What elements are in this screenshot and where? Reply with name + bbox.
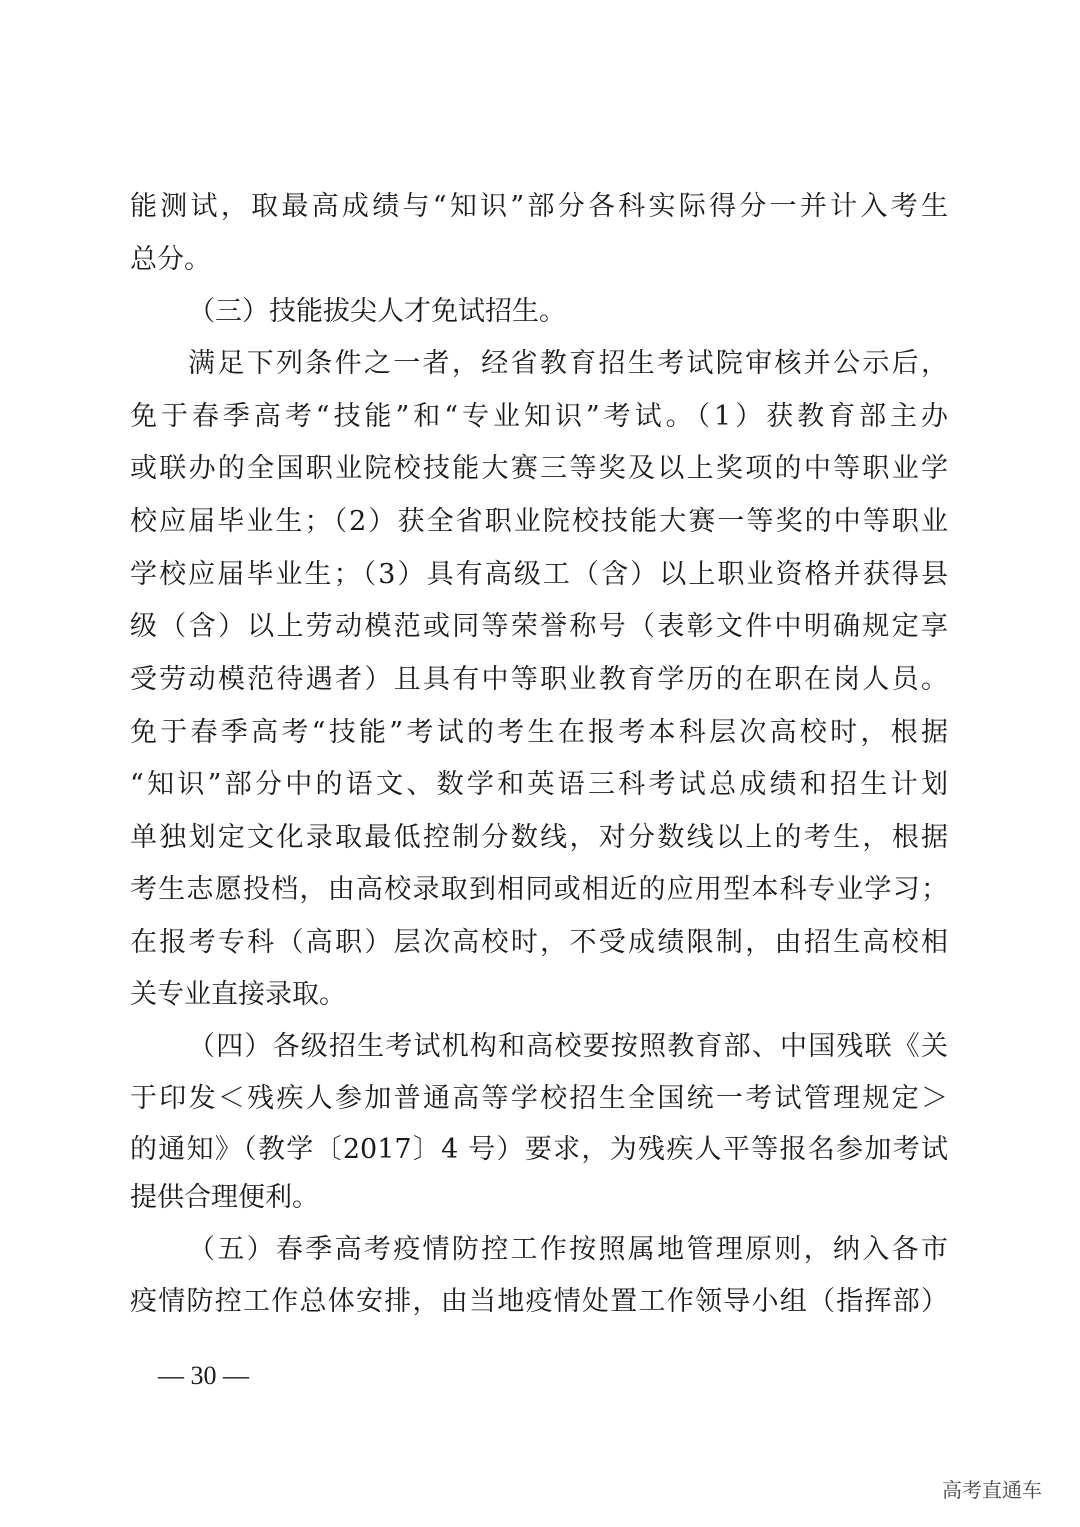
text-line: 或联办的全国职业院校技能大赛三等奖及以上奖项的中等职业学 bbox=[130, 453, 948, 484]
text-line: 的通知》（教学〔2017〕4 号）要求，为残疾人平等报名参加考试 bbox=[130, 1134, 948, 1165]
text-line: 关专业直接录取。 bbox=[130, 979, 346, 1010]
text-line: 受劳动模范待遇者）且具有中等职业教育学历的在职在岗人员。 bbox=[130, 664, 948, 695]
page-number: — 30 — bbox=[158, 1361, 249, 1390]
text-line: 级（含）以上劳动模范或同等荣誉称号（表彰文件中明确规定享 bbox=[130, 611, 948, 642]
text-line: 校应届毕业生；（2）获全省职业院校技能大赛一等奖的中等职业 bbox=[130, 506, 948, 537]
section-heading: （三）技能拔尖人才免试招生。 bbox=[188, 296, 566, 327]
text-line: 能测试，取最高成绩与“知识”部分各科实际得分一并计入考生 bbox=[130, 191, 948, 222]
text-line: 在报考专科（高职）层次高校时，不受成绩限制，由招生高校相 bbox=[130, 927, 948, 958]
section-heading: （五）春季高考疫情防控工作按照属地管理原则，纳入各市 bbox=[188, 1234, 948, 1265]
text-line: 于印发＜残疾人参加普通高等学校招生全国统一考试管理规定＞ bbox=[130, 1083, 948, 1114]
text-line: 学校应届毕业生；（3）具有高级工（含）以上职业资格并获得县 bbox=[130, 559, 948, 590]
text-line: 疫情防控工作总体安排，由当地疫情处置工作领导小组（指挥部） bbox=[130, 1286, 948, 1317]
text-line: 总分。 bbox=[130, 244, 211, 275]
text-line: “知识”部分中的语文、数学和英语三科考试总成绩和招生计划 bbox=[130, 769, 948, 800]
text-line: 满足下列条件之一者，经省教育招生考试院审核并公示后， bbox=[188, 348, 948, 379]
text-line: 考生志愿投档，由高校录取到相同或相近的应用型本科专业学习； bbox=[130, 874, 948, 905]
section-heading: （四）各级招生考试机构和高校要按照教育部、中国残联《关 bbox=[188, 1031, 948, 1062]
text-line: 免于春季高考“技能”考试的考生在报考本科层次高校时，根据 bbox=[130, 717, 948, 748]
text-line: 免于春季高考“技能”和“专业知识”考试。（1）获教育部主办 bbox=[130, 401, 948, 432]
watermark: 高考直通车 bbox=[942, 1478, 1042, 1502]
text-line: 提供合理便利。 bbox=[130, 1182, 319, 1213]
text-line: 单独划定文化录取最低控制分数线，对分数线以上的考生，根据 bbox=[130, 822, 948, 853]
